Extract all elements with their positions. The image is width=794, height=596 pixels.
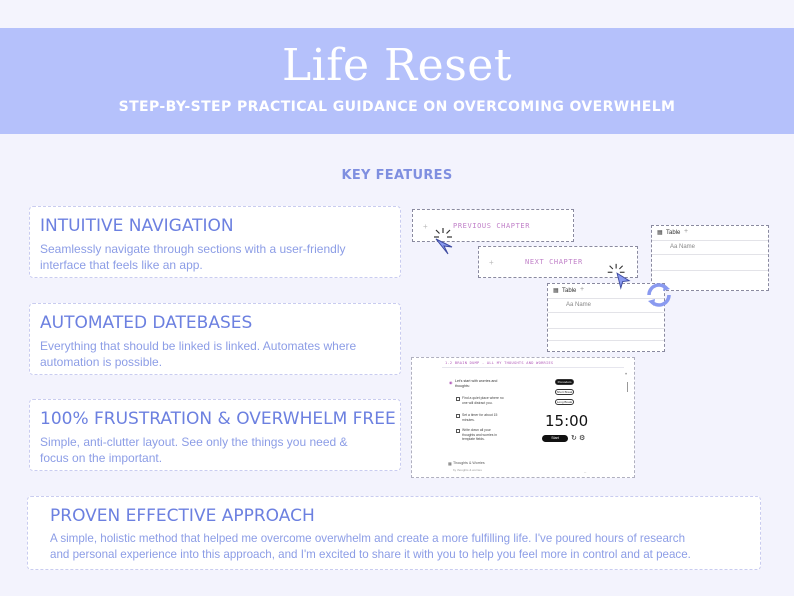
- checkbox[interactable]: [456, 397, 460, 401]
- feature-card-databases: [29, 303, 401, 375]
- reset-icon[interactable]: ↻: [571, 435, 577, 442]
- checklist-item: Write down all your thoughts and worries in template fields.: [462, 428, 498, 442]
- table-divider: [548, 312, 664, 313]
- feature-title: INTUITIVE NAVIGATION: [40, 216, 234, 236]
- name-column-header: Aa Name: [670, 244, 696, 250]
- feature-desc-line: Simple, anti-clutter layout. See only the things you need &: [40, 435, 348, 449]
- approach-title: PROVEN EFFECTIVE APPROACH: [50, 506, 315, 526]
- start-button[interactable]: Start: [542, 435, 568, 442]
- add-icon[interactable]: +: [580, 286, 585, 293]
- table-tab-label: Table: [562, 288, 577, 294]
- table-divider: [652, 254, 768, 255]
- long-break-tab[interactable]: Long Break: [556, 400, 573, 404]
- next-chapter-label: NEXT CHAPTER: [525, 258, 583, 266]
- approach-desc-line: and personal experience into this approach, and I'm excited to share it with you to help you feel more in control and at peace.: [50, 548, 691, 561]
- footer-label: Thoughts & Worries: [453, 461, 485, 465]
- table-divider: [548, 328, 664, 329]
- approach-card: [27, 496, 761, 570]
- previous-chapter-label: PREVIOUS CHAPTER: [453, 222, 531, 230]
- banner-title: Life Reset: [281, 40, 513, 91]
- banner-subtitle: STEP-BY-STEP PRACTICAL GUIDANCE ON OVERCOMING OVERWHELM: [118, 99, 676, 115]
- footer-sub: by thoughts & worries: [453, 468, 482, 472]
- checkbox[interactable]: [456, 414, 460, 418]
- table-divider: [652, 240, 768, 241]
- checkbox[interactable]: [456, 429, 460, 433]
- dot-icon: +: [489, 258, 494, 267]
- table-divider: [652, 270, 768, 271]
- checklist-item: Find a quiet place where no one will distract you.: [462, 396, 504, 405]
- table-icon: ▦: [553, 288, 559, 294]
- feature-desc-line: Seamlessly navigate through sections with a user-friendly: [40, 242, 346, 256]
- short-break-tab[interactable]: Short Break: [556, 390, 573, 394]
- scroll-bar[interactable]: [627, 382, 628, 392]
- checklist-item: Set a timer for about 15 minutes.: [462, 413, 498, 422]
- feature-title: AUTOMATED DATEBASES: [40, 313, 253, 333]
- dot-icon: +: [423, 222, 428, 231]
- cursor-click-icon: [604, 262, 632, 290]
- table-icon: ▦: [657, 230, 663, 236]
- key-features-heading: KEY FEATURES: [341, 168, 453, 183]
- table-divider: [548, 340, 664, 341]
- table-tab-label: Table: [666, 230, 681, 236]
- feature-desc-line: interface that feels like an app.: [40, 258, 203, 272]
- brain-dump-preview: [411, 357, 635, 478]
- database-icon: ▦: [448, 461, 452, 466]
- feature-card-frustration-free: [29, 399, 401, 471]
- cursor-click-icon: [430, 226, 460, 256]
- header-banner: [0, 28, 794, 134]
- scroll-marker: •: [625, 372, 628, 378]
- feature-desc-line: automation is possible.: [40, 355, 163, 369]
- feature-title: 100% FRUSTRATION & OVERWHELM FREE: [40, 409, 396, 429]
- feature-card-navigation: [29, 206, 401, 278]
- add-icon[interactable]: +: [684, 228, 689, 235]
- collapse-toggle[interactable]: –: [584, 469, 587, 474]
- brain-dump-title: 1.2 BRAIN DUMP - ALL MY THOUGHTS AND WORRIES: [445, 361, 554, 365]
- feature-desc-line: focus on the important.: [40, 451, 163, 465]
- bullet-icon: ◉: [449, 380, 453, 385]
- approach-desc-line: A simple, holistic method that helped me overcome overwhelm and create a more fulfilling life. I've poured hours of research: [50, 532, 686, 545]
- gear-icon[interactable]: ⚙: [579, 435, 586, 442]
- top-strip: [0, 0, 794, 28]
- pomodoro-tab[interactable]: Pomodoro: [555, 379, 574, 385]
- worries-prompt: Let's start with worries and thoughts:: [455, 379, 498, 388]
- sync-icon: [642, 278, 676, 312]
- title-underline: [442, 367, 624, 368]
- name-column-header: Aa Name: [566, 302, 592, 308]
- timer-display: 15:00: [545, 412, 589, 430]
- feature-desc-line: Everything that should be linked is linked. Automates where: [40, 339, 357, 353]
